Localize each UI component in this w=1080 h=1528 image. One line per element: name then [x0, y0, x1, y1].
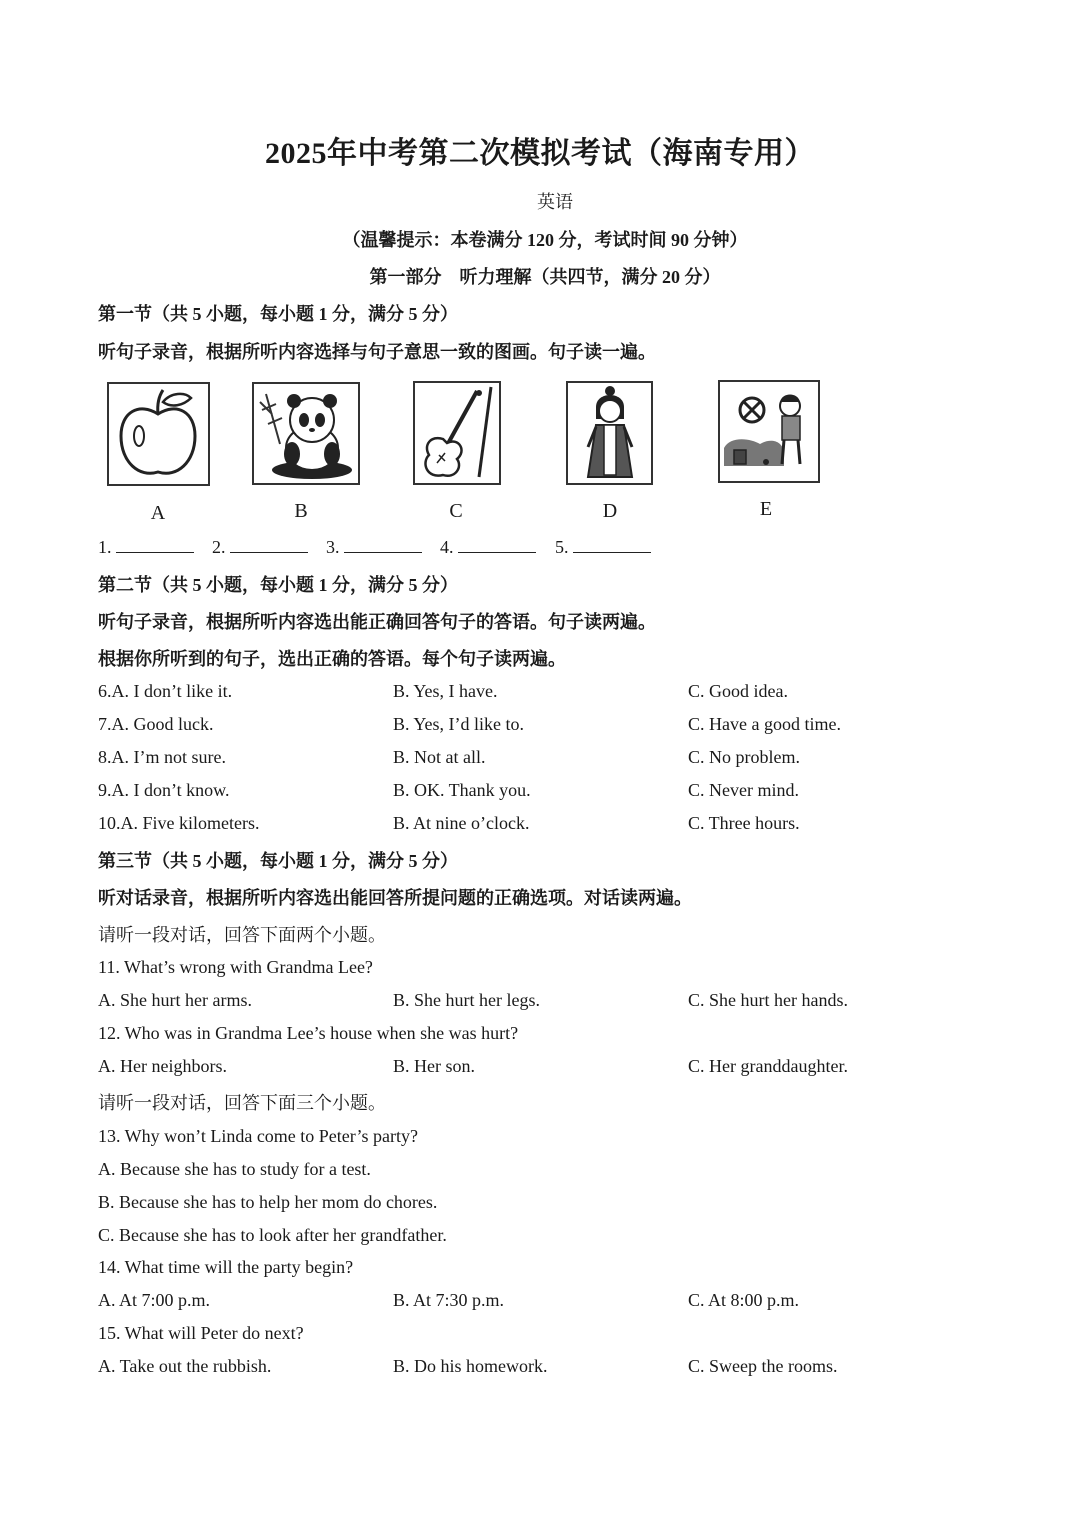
picture-b — [252, 382, 360, 485]
picture-label-a: A — [150, 502, 166, 524]
section3-instruction: 听对话录音，根据所听内容选出能回答所提问题的正确选项。对话读两遍。 — [98, 888, 692, 908]
q7-option-b[interactable]: B. Yes, I’d like to. — [393, 714, 525, 734]
q10-option-a[interactable]: 10.A. Five kilometers. — [98, 813, 260, 833]
q15-option-a[interactable]: A. Take out the rubbish. — [98, 1356, 272, 1376]
violin-icon — [415, 383, 499, 483]
q10-option-b[interactable]: B. At nine o’clock. — [393, 813, 530, 833]
q14-option-a[interactable]: A. At 7:00 p.m. — [98, 1290, 211, 1310]
q13-option-b[interactable]: B. Because she has to help her mom do chores. — [98, 1192, 438, 1212]
q14-option-c[interactable]: C. At 8:00 p.m. — [688, 1290, 800, 1310]
q6-option-a[interactable]: 6.A. I don’t like it. — [98, 681, 233, 701]
answer-blank-2[interactable]: 2. — [212, 536, 308, 558]
picture-label-e: E — [759, 498, 773, 520]
answer-blank-4[interactable]: 4. — [440, 536, 536, 558]
q13-option-c[interactable]: C. Because she has to look after her grandfather. — [98, 1225, 447, 1245]
q15-option-c[interactable]: C. Sweep the rooms. — [688, 1356, 838, 1376]
q8-option-a[interactable]: 8.A. I’m not sure. — [98, 747, 226, 767]
q7-option-a[interactable]: 7.A. Good luck. — [98, 714, 214, 734]
q12-option-a[interactable]: A. Her neighbors. — [98, 1056, 227, 1076]
q12-option-b[interactable]: B. Her son. — [393, 1056, 475, 1076]
q11-option-c[interactable]: C. She hurt her hands. — [688, 990, 848, 1010]
section1-heading: 第一节（共 5 小题，每小题 1 分，满分 5 分） — [98, 304, 458, 324]
q13-option-a[interactable]: A. Because she has to study for a test. — [98, 1159, 371, 1179]
answer-blank-1[interactable]: 1. — [98, 536, 194, 558]
q15-option-b[interactable]: B. Do his homework. — [393, 1356, 548, 1376]
apple-icon — [109, 384, 208, 484]
exam-tip: （温馨提示：本卷满分 120 分，考试时间 90 分钟） — [342, 230, 748, 250]
q12-option-c[interactable]: C. Her granddaughter. — [688, 1056, 848, 1076]
section1-instruction: 听句子录音，根据所听内容选择与句子意思一致的图画。句子读一遍。 — [98, 342, 656, 362]
picture-d — [566, 381, 653, 485]
subject-label: 英语 — [537, 192, 573, 212]
picture-a — [107, 382, 210, 486]
picture-e — [718, 380, 820, 483]
q13-stem: 13. Why won’t Linda come to Peter’s party? — [98, 1126, 418, 1146]
q6-option-b[interactable]: B. Yes, I have. — [393, 681, 498, 701]
answer-blank-3[interactable]: 3. — [326, 536, 422, 558]
dialog2-intro: 请听一段对话，回答下面三个小题。 — [98, 1093, 386, 1113]
panda-icon — [254, 384, 358, 483]
page-title: 2025年中考第二次模拟考试（海南专用） — [265, 137, 815, 170]
q9-option-c[interactable]: C. Never mind. — [688, 780, 799, 800]
q7-option-c[interactable]: C. Have a good time. — [688, 714, 841, 734]
q11-stem: 11. What’s wrong with Grandma Lee? — [98, 957, 373, 977]
q6-option-c[interactable]: C. Good idea. — [688, 681, 788, 701]
q9-option-a[interactable]: 9.A. I don’t know. — [98, 780, 230, 800]
q9-option-b[interactable]: B. OK. Thank you. — [393, 780, 531, 800]
q11-option-a[interactable]: A. She hurt her arms. — [98, 990, 252, 1010]
answer-blank-5[interactable]: 5. — [555, 536, 651, 558]
q14-stem: 14. What time will the party begin? — [98, 1257, 354, 1277]
q11-option-b[interactable]: B. She hurt her legs. — [393, 990, 540, 1010]
picture-c — [413, 381, 501, 485]
q14-option-b[interactable]: B. At 7:30 p.m. — [393, 1290, 505, 1310]
q12-stem: 12. Who was in Grandma Lee’s house when she was hurt? — [98, 1023, 519, 1043]
q8-option-c[interactable]: C. No problem. — [688, 747, 800, 767]
part1-heading: 第一部分 听力理解（共四节，满分 20 分） — [369, 267, 721, 287]
girl-in-traditional-dress-icon — [568, 383, 651, 483]
q8-option-b[interactable]: B. Not at all. — [393, 747, 486, 767]
section2-instruction: 听句子录音，根据所听内容选出能正确回答句子的答语。句子读两遍。 — [98, 612, 656, 632]
section2-heading: 第二节（共 5 小题，每小题 1 分，满分 5 分） — [98, 575, 458, 595]
picture-label-b: B — [294, 500, 308, 522]
q15-stem: 15. What will Peter do next? — [98, 1323, 304, 1343]
q10-option-c[interactable]: C. Three hours. — [688, 813, 800, 833]
section3-heading: 第三节（共 5 小题，每小题 1 分，满分 5 分） — [98, 851, 458, 871]
picture-label-d: D — [602, 500, 618, 522]
no-littering-icon — [720, 382, 818, 481]
dialog1-intro: 请听一段对话，回答下面两个小题。 — [98, 925, 386, 945]
picture-label-c: C — [449, 500, 463, 522]
section2-instruction-2: 根据你所听到的句子，选出正确的答语。每个句子读两遍。 — [98, 649, 566, 669]
